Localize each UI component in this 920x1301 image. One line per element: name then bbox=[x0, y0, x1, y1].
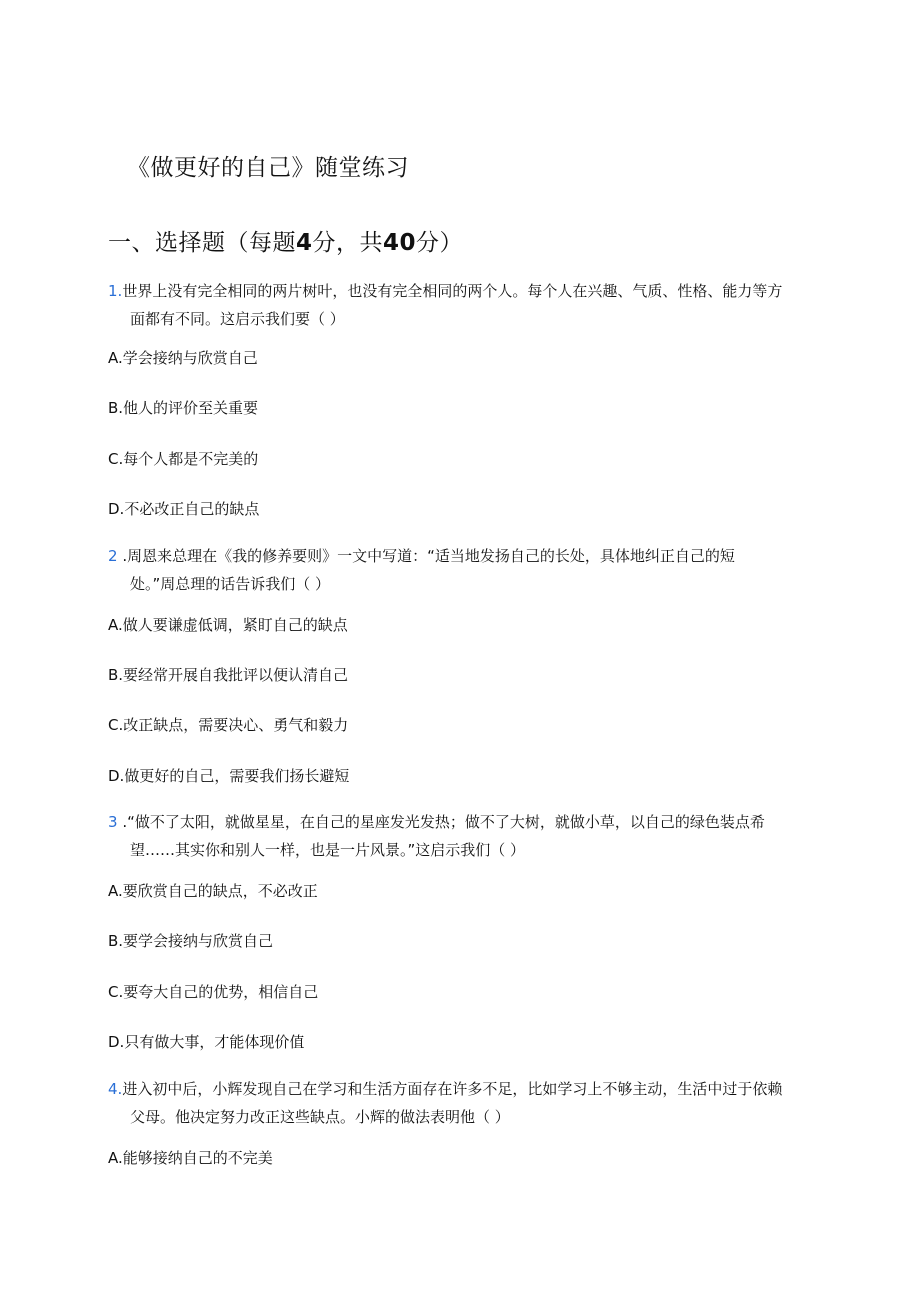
section-heading-middle: 分，共 bbox=[312, 230, 384, 256]
question-3-line-2: 望……其实你和别人一样，也是一片风景。”这启示我们（ ） bbox=[130, 841, 526, 859]
section-heading-prefix: 一、选择题（每题 bbox=[108, 230, 296, 256]
question-3-option-d: D.只有做大事，才能体现价值 bbox=[108, 1033, 305, 1051]
question-2-option-c: C.改正缺点，需要决心、勇气和毅力 bbox=[108, 716, 349, 734]
question-2-text-1: .周恩来总理在《我的修养要则》一文中写道：“适当地发扬自己的长处，具体地纠正自己的短 bbox=[117, 547, 735, 565]
question-3 bbox=[108, 808, 808, 864]
question-1 bbox=[108, 277, 808, 333]
question-2-option-d: D.做更好的自己，需要我们扬长避短 bbox=[108, 767, 350, 785]
section-heading-suffix: 分） bbox=[416, 230, 464, 256]
question-3-line-1 bbox=[108, 808, 808, 836]
question-4-line-2: 父母。他决定努力改正这些缺点。小辉的做法表明他（ ） bbox=[130, 1108, 510, 1126]
question-2-option-b: B.要经常开展自我批评以便认清自己 bbox=[108, 666, 349, 684]
question-2 bbox=[108, 542, 808, 598]
question-1-text-1: 世界上没有完全相同的两片树叶，也没有完全相同的两个人。每个人在兴趣、气质、性格、能力等方 bbox=[122, 282, 783, 300]
question-4-option-a: A.能够接纳自己的不完美 bbox=[108, 1149, 273, 1167]
question-3-text-1: .“做不了太阳，就做星星，在自己的星座发光发热；做不了大树，就做小草，以自己的绿色装点希 bbox=[117, 813, 765, 831]
question-1-number: 1. bbox=[108, 282, 123, 300]
question-3-number: 3 bbox=[108, 813, 118, 831]
question-1-line-2: 面都有不同。这启示我们要（ ） bbox=[130, 310, 345, 328]
question-1-option-b: B.他人的评价至关重要 bbox=[108, 399, 259, 417]
question-2-option-a: A.做人要谦虚低调，紧盯自己的缺点 bbox=[108, 616, 348, 634]
question-2-number: 2 bbox=[108, 547, 118, 565]
question-1-option-a: A.学会接纳与欣赏自己 bbox=[108, 349, 258, 367]
question-3-option-c: C.要夸大自己的优势，相信自己 bbox=[108, 983, 319, 1001]
points-total: 40 bbox=[383, 230, 417, 256]
points-each: 4 bbox=[296, 230, 313, 256]
question-4-text-1: 进入初中后，小辉发现自己在学习和生活方面存在许多不足，比如学习上不够主动，生活中过于依赖 bbox=[122, 1080, 783, 1098]
section-heading bbox=[108, 226, 463, 260]
question-2-line-2: 处。”周总理的话告诉我们（ ） bbox=[130, 575, 331, 593]
question-4 bbox=[108, 1075, 808, 1131]
document-title: 《做更好的自己》随堂练习 bbox=[127, 155, 409, 181]
question-1-option-c: C.每个人都是不完美的 bbox=[108, 450, 259, 468]
question-2-line-1 bbox=[108, 542, 808, 570]
question-4-line-1 bbox=[108, 1075, 808, 1103]
question-3-option-b: B.要学会接纳与欣赏自己 bbox=[108, 932, 274, 950]
question-1-option-d: D.不必改正自己的缺点 bbox=[108, 500, 260, 518]
question-1-line-1 bbox=[108, 277, 808, 305]
question-3-option-a: A.要欣赏自己的缺点，不必改正 bbox=[108, 882, 318, 900]
question-4-number: 4. bbox=[108, 1080, 123, 1098]
